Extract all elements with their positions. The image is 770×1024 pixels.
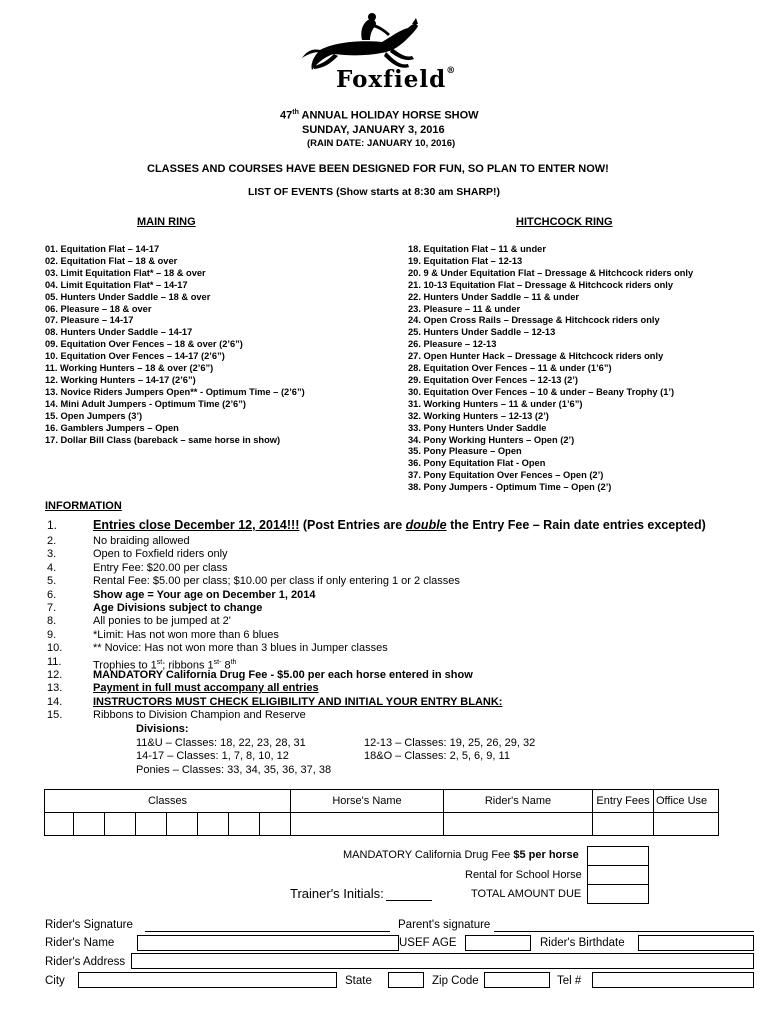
hitchcock-ring-event: 24. Open Cross Rails – Dressage & Hitchcock riders only (408, 315, 660, 326)
info-item: 1. Entries close December 12, 2014!!! (Post Entries are double the Entry Fee – Rain date entries excepted) (45, 519, 765, 535)
show-title: 47th ANNUAL HOLIDAY HORSE SHOW (280, 109, 479, 122)
hitchcock-ring-event: 38. Pony Jumpers - Optimum Time – Open (2’) (408, 482, 612, 493)
hitchcock-ring-event-list (408, 244, 693, 494)
city-field[interactable] (78, 972, 337, 988)
division-11u: 11&U – Classes: 18, 22, 23, 28, 31 (136, 737, 306, 749)
rider-address-field[interactable] (131, 953, 754, 969)
hitchcock-ring-event: 34. Pony Working Hunters – Open (2’) (408, 434, 575, 445)
info-item: 5. Rental Fee: $5.00 per class; $10.00 per class if only entering 1 or 2 classes (47, 575, 460, 588)
class-cell[interactable] (105, 813, 136, 836)
horse-name-cell[interactable] (291, 813, 444, 836)
office-use-cell (654, 813, 719, 836)
trainers-initials-label: Trainer's Initials: (290, 886, 384, 901)
list-of-events-title: LIST OF EVENTS (Show starts at 8:30 am SHARP!) (248, 186, 501, 198)
info-item: 8. All ponies to be jumped at 2' (47, 615, 231, 628)
rain-date: (RAIN DATE: JANUARY 10, 2016) (307, 138, 456, 149)
main-ring-event: 10. Equitation Over Fences – 14-17 (2’6”) (45, 351, 225, 362)
hitchcock-ring-event: 18. Equitation Flat – 11 & under (408, 244, 546, 254)
main-ring-event: 15. Open Jumpers (3’) (45, 410, 143, 421)
class-cell[interactable] (229, 813, 260, 836)
info-item: 9. *Limit: Has not won more than 6 blues (47, 628, 279, 641)
info-item: 14. INSTRUCTORS MUST CHECK ELIGIBILITY AND INITIAL YOUR ENTRY BLANK: (47, 695, 503, 708)
main-ring-event: 17. Dollar Bill Class (bareback – same horse in show) (45, 434, 281, 445)
main-ring-event: 05. Hunters Under Saddle – 18 & over (45, 291, 211, 302)
zip-code-label: Zip Code (432, 975, 479, 987)
office-use-header: Office Use (654, 790, 719, 813)
total-amount-due-field[interactable] (587, 884, 649, 904)
rider-name-label: Rider's Name (45, 937, 115, 949)
division-12-13: 12-13 – Classes: 19, 25, 26, 29, 32 (364, 737, 536, 749)
drug-fee-label: MANDATORY California Drug Fee $5 per horse (343, 849, 579, 861)
information-list (45, 519, 765, 722)
rider-name-field[interactable] (137, 935, 399, 951)
main-ring-event: 01. Equitation Flat – 14-17 (45, 244, 160, 254)
hitchcock-ring-event: 33. Pony Hunters Under Saddle (408, 422, 547, 433)
info-item: 11. Trophies to 1st; ribbons $1^{st-}$ 8th (47, 655, 237, 672)
main-ring-event: 02. Equitation Flat – 18 & over (45, 255, 178, 266)
total-amount-due-label: TOTAL AMOUNT DUE (471, 888, 582, 900)
class-cell[interactable] (45, 813, 74, 836)
entries-close-notice: Entries close December 12, 2014!!! (93, 518, 300, 532)
rider-name-cell[interactable] (444, 813, 593, 836)
entry-fees-header: Entry Fees (593, 790, 654, 813)
class-cell[interactable] (167, 813, 198, 836)
main-ring-event: 08. Hunters Under Saddle – 14-17 (45, 327, 193, 338)
info-item: 12. MANDATORY California Drug Fee - $5.00 per each horse entered in show (47, 668, 473, 681)
zip-code-field[interactable] (484, 972, 550, 988)
usef-age-label: USEF AGE (399, 937, 457, 949)
hitchcock-ring-event: 37. Pony Equitation Over Fences – Open (2’) (408, 470, 604, 481)
main-ring-heading: MAIN RING (137, 216, 196, 228)
parent-signature-line[interactable] (494, 931, 754, 932)
information-heading: INFORMATION (45, 500, 122, 512)
tel-field[interactable] (592, 972, 754, 988)
school-horse-rental-label: Rental for School Horse (465, 869, 582, 881)
hitchcock-ring-event: 22. Hunters Under Saddle – 11 & under (408, 291, 580, 302)
state-label: State (345, 975, 372, 987)
info-item: 7. Age Divisions subject to change (47, 601, 263, 614)
hitchcock-ring-event: 31. Working Hunters – 11 & under (1’6”) (408, 398, 583, 409)
main-ring-event: 06. Pleasure – 18 & over (45, 303, 152, 314)
city-label: City (45, 975, 65, 987)
state-field[interactable] (388, 972, 424, 988)
hitchcock-ring-event: 21. 10-13 Equitation Flat – Dressage & Hitchcock riders only (408, 279, 674, 290)
hitchcock-ring-event: 20. 9 & Under Equitation Flat – Dressage & Hitchcock riders only (408, 267, 694, 278)
hitchcock-ring-heading: HITCHCOCK RING (516, 216, 613, 228)
class-cell[interactable] (74, 813, 105, 836)
classes-header: Classes (45, 790, 291, 813)
hitchcock-ring-event: 19. Equitation Flat – 12-13 (408, 255, 523, 266)
divisions-title: Divisions: (136, 723, 189, 735)
main-ring-event-list (45, 244, 305, 446)
rider-signature-label: Rider's Signature (45, 919, 133, 931)
hitchcock-ring-event: 25. Hunters Under Saddle – 12-13 (408, 327, 556, 338)
info-item: 2. No braiding allowed (47, 535, 190, 547)
class-cell[interactable] (136, 813, 167, 836)
info-item: 10. ** Novice: Has not won more than 3 blues in Jumper classes (47, 642, 388, 655)
info-number: 1. (47, 518, 58, 532)
hitchcock-ring-event: 29. Equitation Over Fences – 12-13 (2’) (408, 374, 578, 385)
rider-address-label: Rider's Address (45, 956, 126, 968)
class-cell[interactable] (198, 813, 229, 836)
main-ring-event: 07. Pleasure – 14-17 (45, 315, 134, 326)
main-ring-event: 12. Working Hunters – 14-17 (2’6”) (45, 374, 196, 385)
rider-signature-line[interactable] (145, 931, 390, 932)
hitchcock-ring-event: 23. Pleasure – 11 & under (408, 303, 521, 314)
hitchcock-ring-event: 28. Equitation Over Fences – 11 & under (1’6”) (408, 363, 612, 374)
horse-name-header: Horse's Name (291, 790, 444, 813)
usef-age-field[interactable] (465, 935, 531, 951)
rider-birthdate-field[interactable] (638, 935, 754, 951)
entry-table (44, 789, 719, 836)
parent-signature-label: Parent's signature (398, 919, 491, 931)
info-item: 6. Show age = Your age on December 1, 2014 (47, 588, 316, 601)
entry-fees-cell[interactable] (593, 813, 654, 836)
show-date: SUNDAY, JANUARY 3, 2016 (302, 124, 445, 136)
tel-label: Tel # (557, 975, 582, 987)
main-ring-event: 13. Novice Riders Jumpers Open** - Optimum Time – (2’6”) (45, 386, 305, 397)
hitchcock-ring-event: 27. Open Hunter Hack – Dressage & Hitchcock riders only (408, 351, 664, 362)
info-item: 13. Payment in full must accompany all entries (47, 682, 319, 695)
info-item: 3. Open to Foxfield riders only (47, 548, 228, 561)
class-cell[interactable] (260, 813, 291, 836)
rider-name-header: Rider's Name (444, 790, 593, 813)
main-ring-event: 04. Limit Equitation Flat* – 14-17 (45, 279, 188, 290)
main-ring-event: 11. Working Hunters – 18 & over (2’6”) (45, 363, 214, 374)
drug-fee-field[interactable] (587, 846, 649, 866)
main-ring-event: 14. Mini Adult Jumpers - Optimum Time (2’6”) (45, 398, 246, 409)
info-item: 15. Ribbons to Division Champion and Reserve (47, 709, 306, 722)
main-ring-event: 16. Gamblers Jumpers – Open (45, 422, 179, 433)
hitchcock-ring-event: 26. Pleasure – 12-13 (408, 339, 497, 350)
foxfield-logo: Foxfield® (336, 66, 457, 93)
division-14-17: 14-17 – Classes: 1, 7, 8, 10, 12 (136, 750, 289, 762)
rider-birthdate-label: Rider's Birthdate (540, 937, 625, 949)
school-horse-rental-field[interactable] (587, 865, 649, 885)
hitchcock-ring-event: 36. Pony Equitation Flat - Open (408, 458, 546, 469)
division-18o: 18&O – Classes: 2, 5, 6, 9, 11 (364, 750, 510, 762)
division-ponies: Ponies – Classes: 33, 34, 35, 36, 37, 38 (136, 764, 332, 776)
main-ring-event: 09. Equitation Over Fences – 18 & over (2’6”) (45, 339, 243, 350)
tagline: CLASSES AND COURSES HAVE BEEN DESIGNED FOR FUN, SO PLAN TO ENTER NOW! (147, 163, 609, 175)
trainers-initials-line[interactable] (386, 900, 432, 901)
main-ring-event: 03. Limit Equitation Flat* – 18 & over (45, 267, 206, 278)
hitchcock-ring-event: 35. Pony Pleasure – Open (408, 446, 522, 457)
info-item: 4. Entry Fee: $20.00 per class (47, 561, 228, 574)
hitchcock-ring-event: 30. Equitation Over Fences – 10 & under – Beany Trophy (1’) (408, 386, 675, 397)
hitchcock-ring-event: 32. Working Hunters – 12-13 (2’) (408, 410, 549, 421)
